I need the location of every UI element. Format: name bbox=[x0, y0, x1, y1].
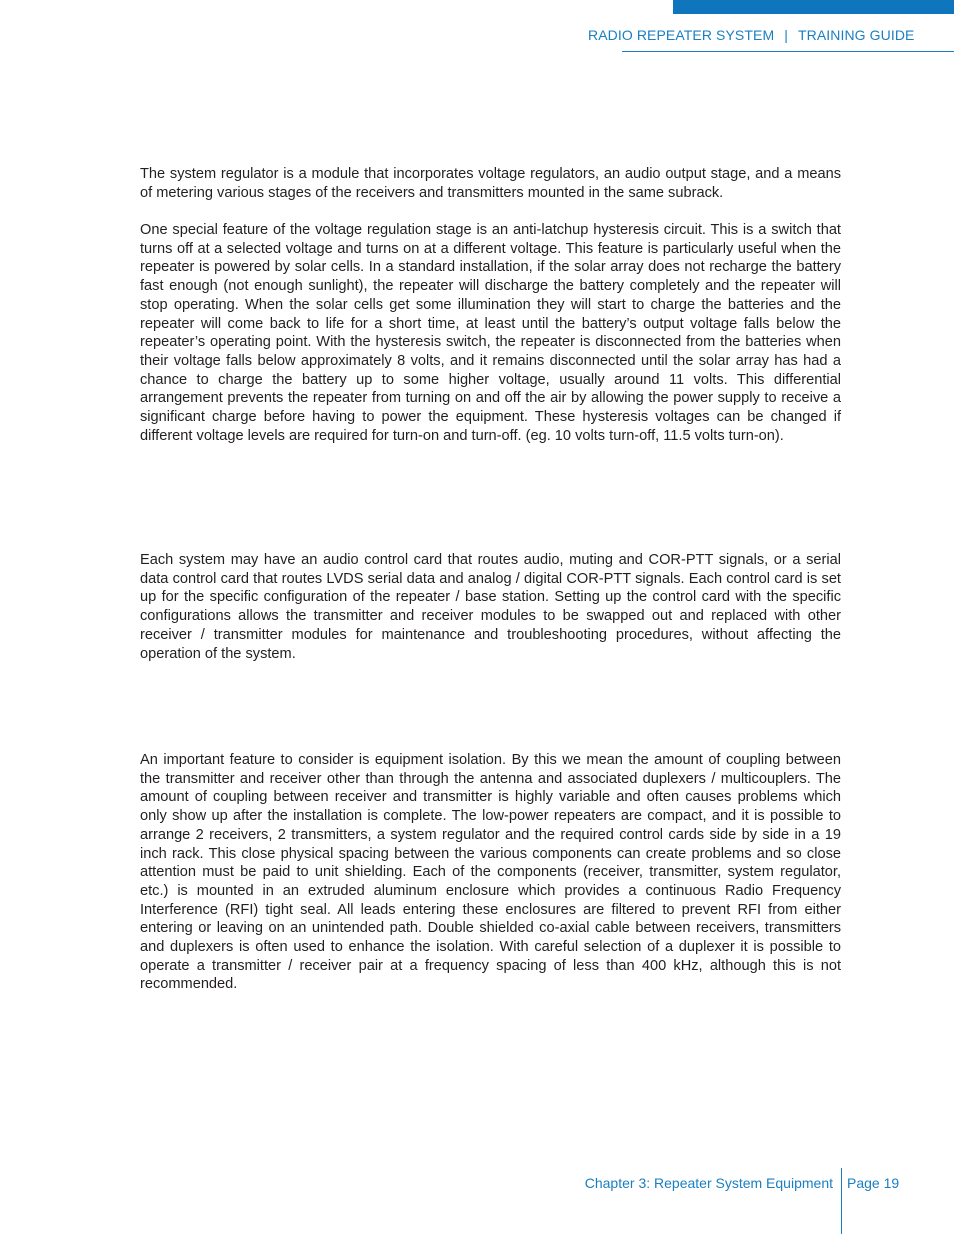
running-header bbox=[588, 27, 915, 43]
footer-page-number: Page 19 bbox=[847, 1175, 900, 1191]
header-title: RADIO REPEATER SYSTEM bbox=[588, 27, 775, 43]
paragraph-hysteresis: One special feature of the voltage regulation stage is an anti-latchup hysteresis circuit. This is a switch that turns off at a selected voltage and turns on at a different voltage. This feature is particularly useful when the repeater is powered by solar cells. In a standard installation, if the solar array does not recharge the battery fast enough (not enough sunlight), the repeater will discharge the battery completely and the repeater will stop operating. When the solar cells get some illumination they will start to charge the batteries and the repeater will come back to life for a short time, at least until the battery’s output voltage falls below the repeater’s operating point. With the hysteresis switch, the repeater is disconnected from the batteries when their voltage falls below approximately 8 volts, and it remains disconnected until the solar array has had a chance to charge the battery up to some higher voltage, usually around 11 volts. This differential arrangement prevents the repeater from turning on and off the air by allowing the power supply to receive a significant charge before having to power the equipment. These hysteresis voltages can be changed if different voltage levels are required for turn-on and turn-off. (eg. 10 volts turn-off, 11.5 volts turn-on). bbox=[140, 222, 841, 444]
footer-divider bbox=[841, 1168, 842, 1234]
footer-chapter-title: Chapter 3: Repeater System Equipment bbox=[584, 1175, 833, 1191]
header-rule bbox=[622, 51, 954, 52]
paragraph-isolation: An important feature to consider is equipment isolation. By this we mean the amount of coupling between the transmitter and receiver other than through the antenna and associated duplexers / multicouplers. The amount of coupling between receiver and transmitter is highly variable and often causes problems which only show up after the installation is complete. The low-power repeaters are compact, and it is possible to arrange 2 receivers, 2 transmitters, a system regulator and the required control cards side by side in a 19 inch rack. This close physical spacing between the various components can create problems and so close attention must be paid to unit shielding. Each of the components (receiver, transmitter, system regulator, etc.) is mounted in an extruded aluminum enclosure which provides a continuous Radio Frequency Interference (RFI) tight seal. All leads entering these enclosures are filtered to prevent RFI from either entering or leaving on an unintended path. Double shielded co-axial cable between receivers, transmitters and duplexers is often used to enhance the isolation. With careful selection of a duplexer it is possible to operate a transmitter / receiver pair at a frequency spacing of less than 400 kHz, although this is not recommended. bbox=[140, 752, 841, 993]
paragraph-control-card: Each system may have an audio control card that routes audio, muting and COR-PTT signals, or a serial data control card that routes LVDS serial data and analog / digital COR-PTT signals. Each control card is set up for the specific configuration of the repeater / base station. Setting up the control card with the specific configurations allows the transmitter and receiver modules to be swapped out and replaced with other receiver / transmitter modules for maintenance and troubleshooting procedures, without affecting the operation of the system. bbox=[140, 552, 841, 662]
header-subtitle: TRAINING GUIDE bbox=[797, 27, 915, 43]
header-separator: | bbox=[784, 27, 788, 43]
paragraph-system-regulator: The system regulator is a module that incorporates voltage regulators, an audio output stage, and a means of metering various stages of the receivers and transmitters mounted in the same subrack. bbox=[140, 166, 841, 201]
header-accent-bar bbox=[673, 0, 954, 14]
